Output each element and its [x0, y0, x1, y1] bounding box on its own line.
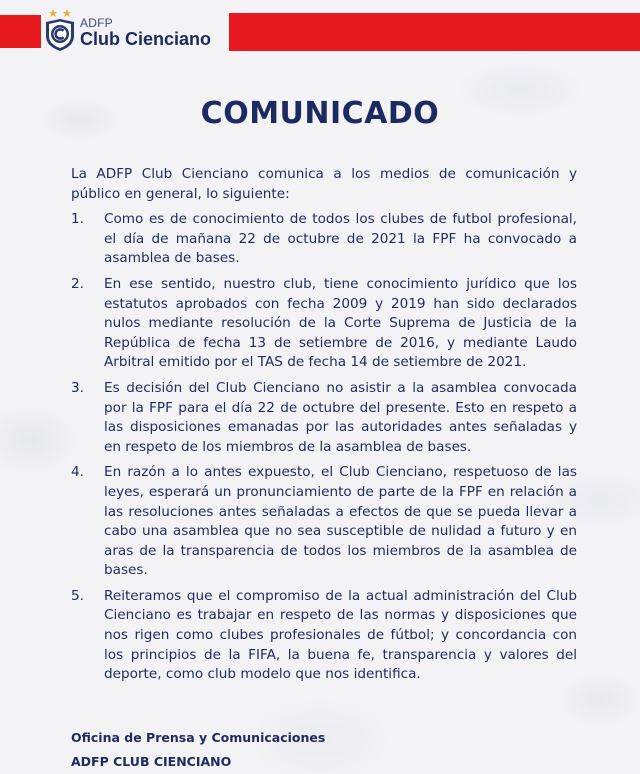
header-red-bar-left	[0, 15, 41, 48]
logo-club-name: Club Cienciano	[80, 29, 212, 49]
intro-paragraph: La ADFP Club Cienciano comunica a los medios de comunicación y público en general, lo siguiente:	[71, 166, 577, 202]
list-item-number: 5.	[71, 587, 84, 604]
list-item	[71, 379, 577, 457]
list-item-number: 3.	[71, 379, 84, 396]
list-item-number: 2.	[71, 275, 84, 292]
list-item	[71, 463, 577, 581]
list-item-number: 4.	[71, 464, 84, 481]
list-item-text: En ese sentido, nuestro club, tiene conocimiento jurídico que los estatutos aprobados con fecha 2009 y 2019 han sido declarados nulos mediante resolución de la Corte Suprema de Justicia de la República de fecha 13 de setiembre de 2016, y mediante Laudo Arbitral emitido por el TAS de fecha 14 de setiembre de 2021.	[104, 275, 577, 371]
signature-organization: ADFP CLUB CIENCIANO	[71, 754, 232, 769]
list-item-text: En razón a lo antes expuesto, el Club Cienciano, respetuoso de las leyes, esperará un pronunciamiento de parte de la FPF en relación a las resoluciones antes señaladas a efectos de que se pueda llevar a cabo una asamblea que no sea susceptible de nulidad a futuro y en aras de la transparencia de todos los miembros de la asamblea de bases.	[104, 464, 577, 579]
list-item-text: Como es de conocimiento de todos los clubes de futbol profesional, el día de mañana 22 de octubre de 2021 la FPF ha convocado a asamblea de bases.	[104, 211, 577, 267]
list-item-text: Es decisión del Club Cienciano no asistir a la asamblea convocada por la FPF para el día 22 de octubre del presente. Esto en respeto a las disposiciones emanadas por las autoridades antes señaladas y en respeto de los miembros de la asamblea de bases.	[104, 379, 577, 455]
document-body	[71, 165, 577, 691]
list-item	[71, 210, 577, 269]
signature-office: Oficina de Prensa y Comunicaciones	[71, 730, 326, 745]
page-title: COMUNICADO	[200, 96, 440, 131]
list-item	[71, 587, 577, 685]
club-logo	[44, 8, 211, 52]
list-item-number: 1.	[71, 211, 84, 228]
shield-c-icon	[44, 8, 76, 52]
header-red-bar-right	[229, 13, 640, 51]
list-item-text: Reiteramos que el compromiso de la actual administración del Club Cienciano es trabajar en respeto de las normas y disposiciones que nos rigen como clubes profesionales de fútbol; y concordancia con los principios de la FIFA, la buena fe, transparencia y valores del deporte, como club modelo que nos identifica.	[104, 587, 577, 683]
signature-block	[71, 726, 325, 774]
logo-subtitle: ADFP	[80, 16, 113, 30]
list-item	[71, 275, 577, 373]
